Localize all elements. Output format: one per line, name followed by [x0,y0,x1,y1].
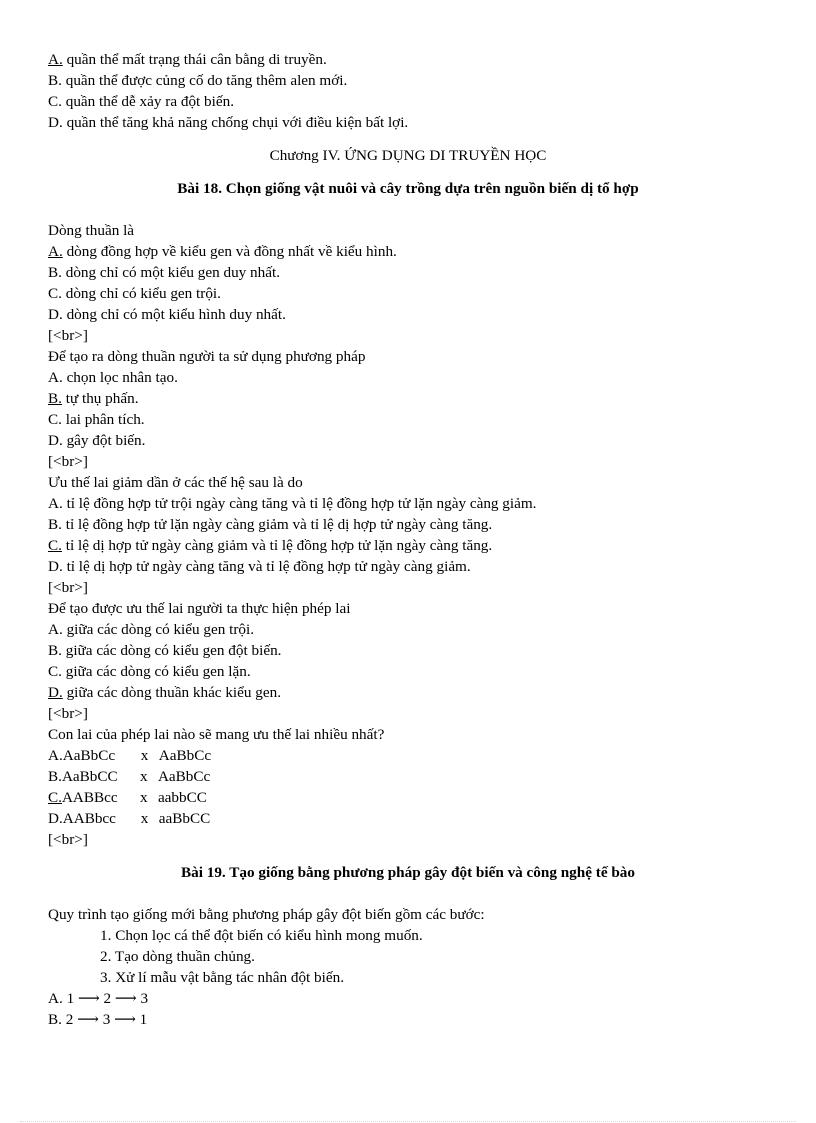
option-letter: D. [48,306,63,323]
option-text: quần thể mất trạng thái cân bằng di truyền. [62,51,327,68]
option-letter: A. [48,495,63,512]
option-line [48,304,788,325]
option-line [48,367,788,388]
cross-symbol: x [140,747,149,764]
option-line [48,556,788,577]
lesson18-title: Bài 18. Chọn giống vật nuôi và cây trồng dựa trên nguồn biến dị tổ hợp [177,180,639,197]
document-content [48,49,788,1030]
option-line [48,388,788,409]
option-text: tỉ lệ đồng hợp tử trội ngày càng tăng và tỉ lệ đồng hợp tử lặn ngày càng giảm. [62,495,537,512]
option-line [48,682,788,703]
option-letter: C. [48,789,62,806]
option-letter: B. [48,264,62,281]
option-text: 2 ⟶ 3 ⟶ 1 [61,1011,148,1028]
option-line [48,493,788,514]
procedure-step: 2. Tạo dòng thuần chủng. [100,948,255,965]
option-line [48,70,788,91]
option-line [48,661,788,682]
question-stem: Quy trình tạo giống mới bằng phương pháp gây đột biến gồm các bước: [48,906,485,923]
option-line [48,787,788,808]
question-separator: [<br>] [48,579,88,596]
option-text: dòng đồng hợp về kiểu gen và đồng nhất về kiểu hình. [62,243,397,260]
option-line [48,988,788,1009]
option-letter: D. [48,810,63,827]
option-text: dòng chỉ có một kiểu hình duy nhất. [62,306,286,323]
option-letter: D. [48,432,63,449]
chapter-title: Chương IV. ỨNG DỤNG DI TRUYỀN HỌC [269,147,547,164]
option-text: giữa các dòng có kiểu gen lặn. [61,663,251,680]
cross-left: AaBbCc [62,747,116,764]
option-line [48,430,788,451]
option-line [48,49,788,70]
option-line [48,766,788,787]
question-separator: [<br>] [48,327,88,344]
option-text: dòng chỉ có kiểu gen trội. [61,285,221,302]
option-letter: B. [48,390,62,407]
option-letter: B. [48,642,62,659]
option-letter: B. [48,72,62,89]
cross-symbol: x [139,768,148,785]
cross-right: aaBbCC [158,810,211,827]
question-separator: [<br>] [48,453,88,470]
option-text: quần thể dễ xảy ra đột biến. [61,93,235,110]
option-line [48,808,788,829]
option-letter: A. [48,747,63,764]
option-letter: C. [48,285,62,302]
option-line [48,112,788,133]
option-letter: B. [48,768,62,785]
lesson19-title: Bài 19. Tạo giống bằng phương pháp gây đột biến và công nghệ tế bào [180,864,635,881]
option-text: gây đột biến. [62,432,146,449]
option-letter: C. [48,93,62,110]
question-separator: [<br>] [48,705,88,722]
option-letter: B. [48,1011,62,1028]
option-line [48,1009,788,1030]
option-line [48,241,788,262]
option-text: tỉ lệ dị hợp tử ngày càng tăng và tỉ lệ đồng hợp tử ngày càng giảm. [62,558,471,575]
option-letter: A. [48,621,63,638]
option-letter: D. [48,558,63,575]
option-letter: A. [48,51,63,68]
option-text: dòng chỉ có một kiểu gen duy nhất. [61,264,281,281]
cross-left: AABbcc [62,810,116,827]
cross-right: AaBbCc [157,768,211,785]
option-text: giữa các dòng thuần khác kiểu gen. [62,684,282,701]
option-letter: C. [48,411,62,428]
procedure-step: 3. Xử lí mẫu vật bằng tác nhân đột biến. [100,969,345,986]
option-letter: D. [48,684,63,701]
option-line [48,262,788,283]
cross-right: aabbCC [157,789,207,806]
option-line [48,745,788,766]
cross-left: AABBcc [61,789,118,806]
option-letter: A. [48,243,63,260]
option-letter: A. [48,369,63,386]
cross-right: AaBbCc [158,747,212,764]
option-text: lai phân tích. [61,411,145,428]
question-separator: [<br>] [48,831,88,848]
option-line [48,514,788,535]
option-text: tỉ lệ đồng hợp tử lặn ngày càng giảm và tỉ lệ dị hợp tử ngày càng tăng. [61,516,493,533]
option-text: quần thể tăng khả năng chống chụi với điều kiện bất lợi. [62,114,409,131]
option-text: giữa các dòng có kiểu gen trội. [62,621,255,638]
question-stem: Để tạo được ưu thế lai người ta thực hiện phép lai [48,600,351,617]
option-line [48,535,788,556]
cross-symbol: x [139,789,148,806]
question-stem: Dòng thuần là [48,222,135,239]
option-text: tự thụ phấn. [61,390,139,407]
option-letter: A. [48,990,63,1007]
option-text: chọn lọc nhân tạo. [62,369,178,386]
option-letter: B. [48,516,62,533]
option-line [48,283,788,304]
option-text: tỉ lệ dị hợp tử ngày càng giảm và tỉ lệ đồng hợp tử lặn ngày càng tăng. [61,537,493,554]
option-line [48,91,788,112]
option-line [48,619,788,640]
option-text: quần thể được củng cố do tăng thêm alen mới. [61,72,348,89]
option-line [48,640,788,661]
option-letter: C. [48,537,62,554]
question-stem: Ưu thế lai giảm dần ở các thế hệ sau là do [48,474,303,491]
question-stem: Con lai của phép lai nào sẽ mang ưu thế lai nhiều nhất? [48,726,385,743]
option-text: giữa các dòng có kiểu gen đột biến. [61,642,282,659]
option-line [48,409,788,430]
option-letter: D. [48,114,63,131]
cross-symbol: x [140,810,149,827]
question-stem: Để tạo ra dòng thuần người ta sử dụng phương pháp [48,348,366,365]
page-bottom-divider [20,1121,796,1122]
cross-left: AaBbCC [61,768,118,785]
option-letter: C. [48,663,62,680]
procedure-step: 1. Chọn lọc cá thể đột biến có kiểu hình mong muốn. [100,927,423,944]
option-text: 1 ⟶ 2 ⟶ 3 [62,990,149,1007]
